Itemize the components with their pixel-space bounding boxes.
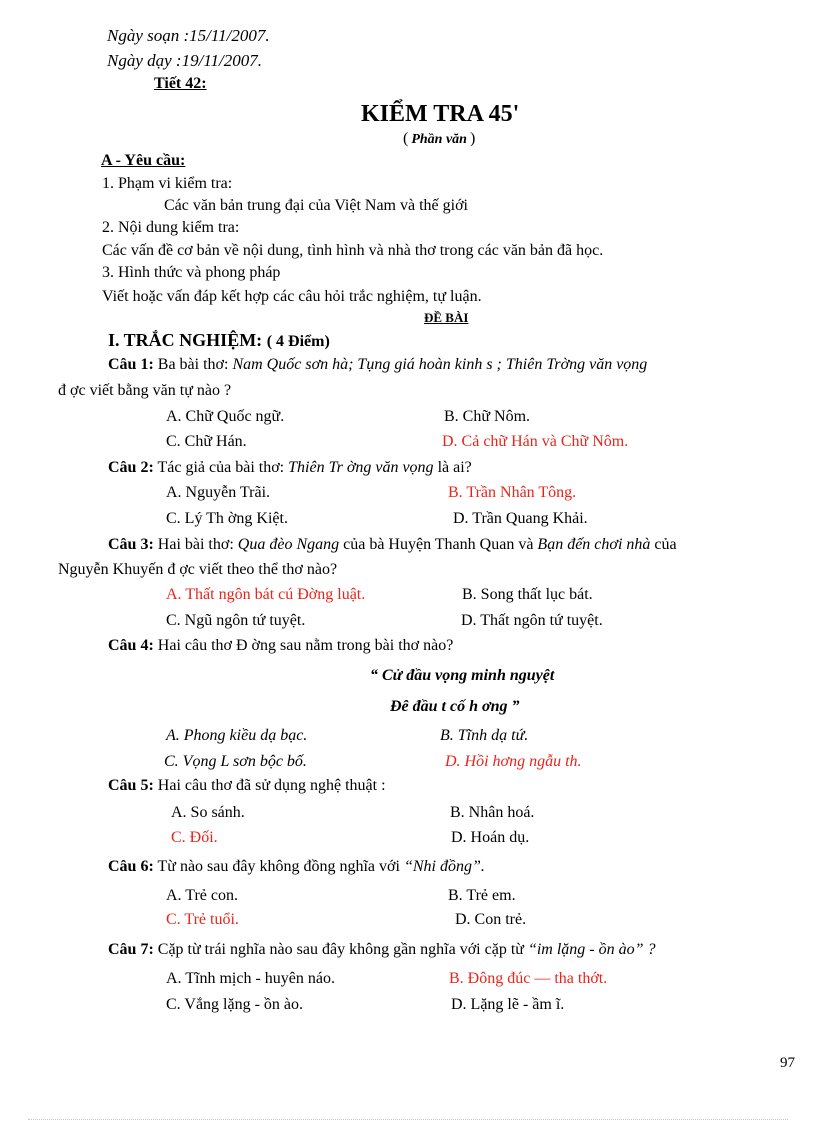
q4-option-b: B. Tĩnh dạ tứ.: [440, 727, 529, 744]
question-1-cont: đ ợc viết bằng văn tự nào ?: [58, 382, 232, 399]
q5-option-c: C. Đối.: [171, 829, 218, 846]
requirement-2-detail: Các vấn đề cơ bản về nội dung, tình hình và nhà thơ trong các văn bản đã học.: [102, 242, 604, 259]
requirement-2: 2. Nội dung kiểm tra:: [102, 219, 240, 236]
q3-option-c: C. Ngũ ngôn tứ tuyệt.: [166, 612, 306, 629]
q7-option-c: C. Vắng lặng - ồn ào.: [166, 996, 304, 1013]
q3-option-b: B. Song thất lục bát.: [462, 586, 593, 603]
q2-option-a: A. Nguyễn Trãi.: [166, 484, 271, 501]
question-4: Câu 4: Hai câu thơ Đ ờng sau nằm trong bài thơ nào?: [108, 637, 454, 654]
subtitle: ( Phần văn ): [403, 130, 476, 147]
q6-option-c: C. Trẻ tuổi.: [166, 911, 239, 928]
requirement-3: 3. Hình thức và phong pháp: [102, 264, 281, 281]
q6-option-b: B. Trẻ em.: [448, 887, 516, 904]
question-2: Câu 2: Tác giả của bài thơ: Thiên Tr ờng văn vọng là ai?: [108, 459, 472, 476]
poem-line-2: Đê đầu t cố h ơng ”: [390, 698, 520, 715]
q5-option-a: A. So sánh.: [171, 804, 245, 821]
page-bottom-divider: [28, 1119, 788, 1120]
q6-option-a: A. Trẻ con.: [166, 887, 239, 904]
q1-option-c: C. Chữ Hán.: [166, 433, 247, 450]
subtitle-text: Phần văn: [411, 132, 467, 147]
question-5: Câu 5: Hai câu thơ đã sử dụng nghệ thuật :: [108, 777, 386, 794]
q4-option-c: C. Vọng L sơn bộc bố.: [164, 753, 307, 770]
poem-line-1: “ Cử đầu vọng minh nguyệt: [370, 667, 555, 684]
question-3: Câu 3: Hai bài thơ: Qua đèo Ngang của bà Huyện Thanh Quan và Bạn đến chơi nhà của: [108, 536, 677, 553]
question-6: Câu 6: Từ nào sau đây không đồng nghĩa với “Nhi đồng”.: [108, 858, 485, 875]
date-prepared: Ngày soạn :15/11/2007.: [107, 26, 270, 45]
question-7: Câu 7: Cặp từ trái nghĩa nào sau đây không gần nghĩa với cặp từ “im lặng - ồn ào” ?: [108, 941, 656, 958]
question-3-cont: Nguyễn Khuyến đ ợc viết theo thể thơ nào?: [58, 561, 338, 578]
q1-option-d: D. Cả chữ Hán và Chữ Nôm.: [442, 433, 629, 450]
q2-option-b: B. Trần Nhân Tông.: [448, 484, 577, 501]
section-points: ( 4 Điểm): [266, 333, 330, 350]
lesson-number: Tiết 42:: [154, 75, 207, 92]
requirement-1: 1. Phạm vi kiểm tra:: [102, 175, 233, 192]
requirements-heading: A - Yêu cầu:: [101, 152, 186, 169]
section-title: I. TRẮC NGHIỆM: ( 4 Điểm): [108, 330, 330, 350]
exam-heading: ĐỀ BÀI: [424, 310, 469, 325]
q5-option-b: B. Nhân hoá.: [450, 804, 535, 821]
question-1: Câu 1: Ba bài thơ: Nam Quốc sơn hà; Tụng giá hoàn kinh s ; Thiên Trờng văn vọng: [108, 356, 648, 373]
q4-option-a: A. Phong kiều dạ bạc.: [166, 727, 308, 744]
page-title: KIỂM TRA 45': [361, 101, 520, 127]
q2-option-c: C. Lý Th ờng Kiệt.: [166, 510, 288, 527]
date-taught: Ngày dạy :19/11/2007.: [107, 51, 263, 70]
q5-option-d: D. Hoán dụ.: [451, 829, 530, 846]
q3-option-a: A. Thất ngôn bát cú Đờng luật.: [166, 586, 366, 603]
q2-option-d: D. Trần Quang Khải.: [453, 510, 588, 527]
q7-option-b: B. Đông đúc — tha thớt.: [449, 970, 608, 987]
q1-option-a: A. Chữ Quốc ngữ.: [166, 408, 285, 425]
requirement-3-detail: Viết hoặc vấn đáp kết hợp các câu hỏi trắc nghiệm, tự luận.: [102, 288, 482, 305]
q7-option-d: D. Lặng lẽ - ầm ĩ.: [451, 996, 565, 1013]
q4-option-d: D. Hồi hơng ngẫu th.: [445, 753, 582, 770]
q6-option-d: D. Con trẻ.: [455, 911, 527, 928]
q7-option-a: A. Tĩnh mịch - huyên náo.: [166, 970, 336, 987]
page-number: 97: [780, 1055, 795, 1071]
requirement-1-detail: Các văn bản trung đại của Việt Nam và thế giới: [164, 197, 468, 214]
q1-option-b: B. Chữ Nôm.: [444, 408, 531, 425]
q3-option-d: D. Thất ngôn tứ tuyệt.: [461, 612, 603, 629]
